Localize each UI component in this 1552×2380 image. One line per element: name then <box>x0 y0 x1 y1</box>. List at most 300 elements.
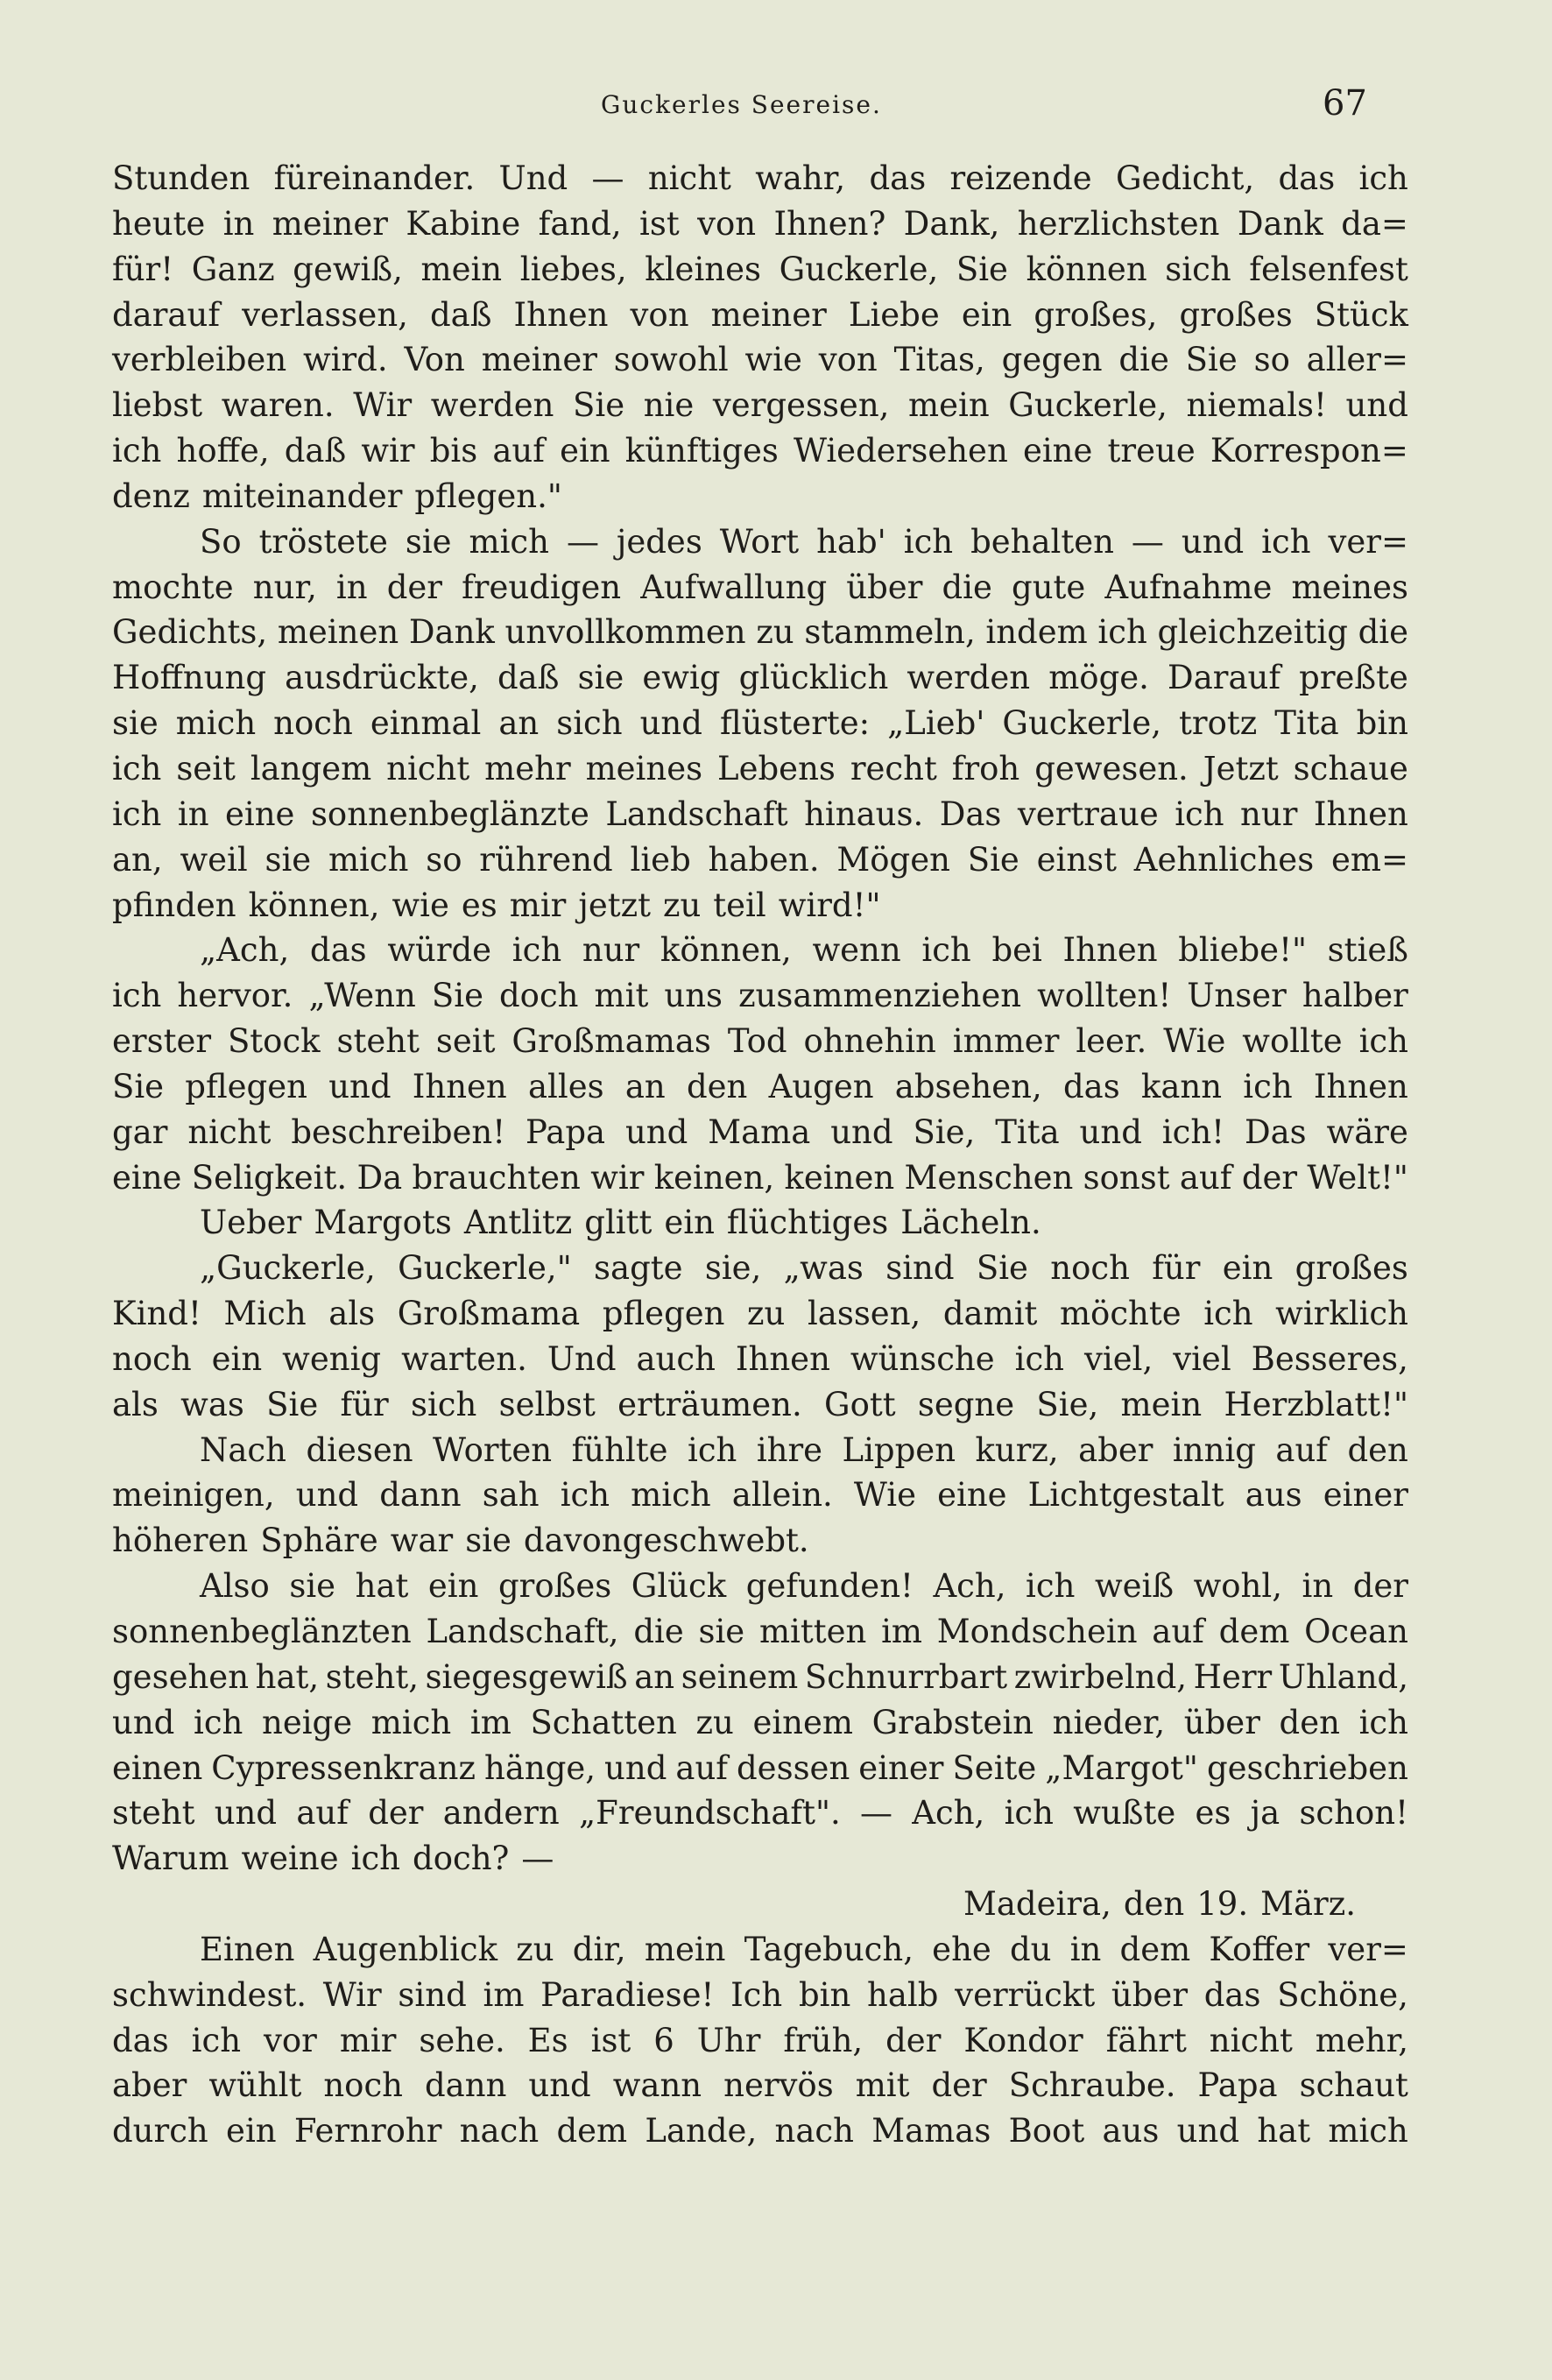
word: werden <box>430 386 554 425</box>
word: Titas, <box>893 341 985 379</box>
word: wirklich <box>1275 1295 1408 1333</box>
word: erster <box>112 1022 212 1061</box>
word: so <box>426 840 462 879</box>
word: Tita <box>1274 704 1339 743</box>
text-line <box>112 1655 1408 1700</box>
word: Tita <box>995 1112 1060 1151</box>
word: „Margot" <box>1045 1748 1198 1787</box>
word: Landschaft <box>605 795 788 833</box>
word: die <box>1118 341 1169 379</box>
word: stammeln, <box>804 613 976 652</box>
word: Herr <box>1193 1657 1273 1696</box>
word: ich <box>1026 1567 1076 1606</box>
word: gewiß, <box>293 250 403 288</box>
word: ist <box>639 204 680 243</box>
word: Seite <box>952 1748 1037 1787</box>
word: nicht <box>386 749 470 787</box>
word: mich <box>175 704 257 743</box>
word: steht <box>112 1794 195 1833</box>
word: kann <box>1140 1067 1223 1105</box>
word: Das <box>939 795 1002 833</box>
text-line <box>112 1746 1408 1791</box>
word: den <box>1123 1885 1185 1924</box>
word: „Guckerle, <box>200 1249 376 1288</box>
word: das <box>1203 1975 1261 2014</box>
word: Ich <box>730 1975 783 2014</box>
word: ich <box>1014 1339 1065 1378</box>
word: sie <box>577 659 624 697</box>
word: und <box>1079 1112 1142 1151</box>
word: Ihnen? <box>773 204 886 243</box>
word: im <box>881 1613 923 1650</box>
word: an <box>624 1067 666 1105</box>
word: an, <box>112 840 163 879</box>
word: können, <box>660 931 792 970</box>
word: sie, <box>704 1249 762 1288</box>
word: in <box>1302 1567 1334 1606</box>
text-line <box>112 928 1408 973</box>
word: viel <box>1173 1339 1231 1378</box>
word: meinen <box>277 613 399 652</box>
word: nie <box>643 386 695 425</box>
word: eine <box>1022 432 1093 470</box>
word: Wort <box>719 522 800 561</box>
text-line <box>112 837 1408 883</box>
word: als <box>112 1385 159 1423</box>
text-line <box>112 1564 1408 1609</box>
word: das <box>112 2021 169 2059</box>
word: „was <box>783 1249 864 1288</box>
word: einem <box>752 1703 853 1741</box>
text-line <box>112 247 1408 293</box>
word: preßte <box>1299 659 1408 697</box>
word: Ihnen <box>513 295 609 334</box>
word: ja <box>1250 1794 1280 1833</box>
word: absehen, <box>894 1067 1042 1105</box>
word: nervös <box>723 2066 834 2105</box>
word: Kabine <box>406 204 521 243</box>
text-line <box>112 1882 1408 1927</box>
word: „Freundschaft". <box>579 1794 841 1833</box>
word: Schöne, <box>1277 1975 1408 2014</box>
word: für <box>340 1385 389 1423</box>
word: sie <box>112 704 159 743</box>
word: Mich <box>223 1295 307 1333</box>
word: ver= <box>1328 1930 1408 1968</box>
word: dem <box>1218 1613 1290 1650</box>
text-line <box>112 201 1408 247</box>
word: daß <box>284 432 347 470</box>
word: und <box>639 704 702 743</box>
word: miteinander <box>201 477 403 515</box>
word: Wir <box>322 1975 382 2014</box>
word: flüchtiges <box>726 1204 889 1242</box>
word: neige <box>262 1703 353 1741</box>
word: würde <box>387 931 492 970</box>
word: Das <box>1244 1112 1307 1151</box>
word: die <box>942 568 992 606</box>
word: Unser <box>1187 977 1287 1015</box>
word: Sie <box>573 386 625 425</box>
word: darauf <box>112 295 221 334</box>
text-line <box>112 883 1408 929</box>
word: meiner <box>272 204 388 243</box>
word: Cypressenkranz <box>211 1748 476 1787</box>
word: halber <box>1302 977 1408 1015</box>
word: pfinden <box>112 886 236 924</box>
word: der <box>1352 1567 1408 1606</box>
word: meinigen, <box>112 1476 275 1515</box>
word: daß <box>429 295 492 334</box>
word: Sie, <box>1036 1385 1099 1423</box>
word: ich <box>112 432 162 470</box>
word: brauchten <box>412 1158 581 1197</box>
word: niemals! <box>1186 386 1327 425</box>
word: damit <box>942 1295 1038 1333</box>
word: diesen <box>306 1430 413 1469</box>
word: Augen <box>768 1067 874 1105</box>
word: Mama <box>708 1112 811 1151</box>
text-line <box>112 1337 1408 1382</box>
word: Es <box>527 2021 568 2059</box>
word: davongeschwebt. <box>523 1522 809 1560</box>
word: rührend <box>479 840 613 879</box>
word: zu <box>747 1295 786 1333</box>
word: vertraue <box>1017 795 1159 833</box>
word: Kondor <box>963 2021 1083 2059</box>
word: für! <box>112 250 174 288</box>
word: ich <box>903 522 954 561</box>
text-line <box>112 474 1408 519</box>
word: geschrieben <box>1206 1748 1408 1787</box>
word: pflegen." <box>414 477 562 515</box>
word: Sie <box>1185 341 1238 379</box>
word: selbst <box>498 1385 596 1423</box>
word: teil <box>713 886 766 924</box>
word: Darauf <box>1168 659 1281 697</box>
word: meines <box>1291 568 1408 606</box>
word: eine <box>937 1476 1007 1515</box>
word: schwindest. <box>112 1975 307 2014</box>
word: auf <box>1275 1430 1328 1469</box>
word: auch <box>636 1339 716 1378</box>
word: wohl, <box>1193 1567 1282 1606</box>
word: zu <box>662 886 702 924</box>
word: weiß <box>1094 1567 1175 1606</box>
word: Fernrohr <box>293 2112 442 2150</box>
word: den <box>1279 1703 1340 1741</box>
word: sie <box>465 1522 511 1560</box>
word: ich <box>350 1840 401 1878</box>
word: mit <box>594 977 649 1015</box>
word: sie <box>698 1613 745 1650</box>
text-line <box>112 1291 1408 1337</box>
word: gefunden! <box>745 1567 914 1606</box>
word: Herzblatt!" <box>1224 1385 1408 1423</box>
word: seit <box>435 1022 496 1061</box>
word: 6 <box>653 2021 674 2059</box>
word: für <box>1152 1249 1201 1288</box>
word: ihre <box>756 1430 823 1469</box>
word: Gott <box>824 1385 896 1423</box>
word: wird!" <box>778 886 881 924</box>
word: Dank, <box>903 204 1000 243</box>
word: froh <box>951 749 1020 787</box>
word: freudigen <box>462 568 622 606</box>
word: hinaus. <box>804 795 924 833</box>
word: großes, <box>1033 295 1158 334</box>
word: füreinander. <box>273 159 476 197</box>
word: Aehnliches <box>1133 840 1315 879</box>
word: in <box>1069 1930 1102 1968</box>
word: innig <box>1172 1430 1256 1469</box>
word: die <box>633 1613 684 1650</box>
word: Stunden <box>112 159 250 197</box>
word: stieß <box>1327 931 1408 970</box>
word: weine <box>241 1840 339 1878</box>
word: und <box>328 1067 392 1105</box>
word: doch? <box>413 1840 510 1878</box>
word: doch <box>499 977 579 1015</box>
text-line <box>112 1019 1408 1064</box>
word: ist <box>590 2021 631 2059</box>
word: sie <box>265 840 312 879</box>
word: Lichtgestalt <box>1027 1476 1224 1515</box>
word: auf <box>1179 1158 1232 1197</box>
text-line <box>112 1973 1408 2018</box>
word: ich <box>112 977 162 1015</box>
word: wir <box>590 1158 645 1197</box>
text-line <box>112 293 1408 338</box>
word: einst <box>1036 840 1118 879</box>
word: behalten <box>970 522 1114 561</box>
word: sehe. <box>419 2021 505 2059</box>
word: mein <box>1120 1385 1203 1423</box>
word: heute <box>112 204 206 243</box>
word: 19. <box>1196 1885 1249 1924</box>
word: sie <box>289 1567 336 1606</box>
word: Gedichts, <box>112 613 268 652</box>
word: wünsche <box>850 1339 995 1378</box>
word: hat, <box>255 1657 320 1696</box>
word: sich <box>1165 250 1231 288</box>
word: seit <box>176 749 236 787</box>
word: hervor. <box>177 977 293 1015</box>
word: der <box>1241 1158 1298 1197</box>
word: dem <box>1119 1930 1191 1968</box>
word: Dank <box>1237 204 1323 243</box>
word: Korrespon= <box>1210 432 1408 470</box>
word: aber <box>112 2066 187 2105</box>
text-line <box>112 565 1408 611</box>
word: Hoffnung <box>112 659 267 697</box>
word: kleines <box>645 250 761 288</box>
word: meiner <box>481 341 597 379</box>
word: weil <box>180 840 248 879</box>
word: zu <box>516 1930 554 1968</box>
word: Sphäre <box>260 1522 378 1560</box>
word: und <box>604 1748 667 1787</box>
word: viel, <box>1083 1339 1153 1378</box>
word: über <box>1111 1975 1189 2014</box>
word: erträumen. <box>617 1385 802 1423</box>
word: mich <box>631 1476 711 1515</box>
text-line <box>112 1518 1408 1564</box>
word: dir, <box>572 1930 626 1968</box>
word: Sie, <box>913 1112 976 1151</box>
word: ich <box>112 795 162 833</box>
word: uns <box>664 977 723 1015</box>
word: noch <box>112 1339 192 1378</box>
word: noch <box>323 2066 404 2105</box>
word: trotz <box>1179 704 1258 743</box>
word: auf <box>492 432 545 470</box>
word: Tagebuch, <box>744 1930 914 1968</box>
word: Sie <box>266 1385 319 1423</box>
word: steht, <box>325 1657 419 1696</box>
word: lieb <box>630 840 691 879</box>
word: Sie <box>956 250 1008 288</box>
word: an <box>634 1657 675 1696</box>
word: hänge, <box>483 1748 596 1787</box>
word: Und <box>498 159 568 197</box>
word: an <box>498 704 540 743</box>
word: den <box>1347 1430 1408 1469</box>
word: em= <box>1330 840 1408 879</box>
word: ich <box>112 749 162 787</box>
word: „Wenn <box>308 977 416 1015</box>
word: die <box>1358 613 1408 652</box>
word: fühlte <box>571 1430 668 1469</box>
word: Also <box>200 1567 270 1606</box>
word: großes <box>498 1567 612 1606</box>
word: das <box>1062 1067 1120 1105</box>
word: Ihnen <box>1062 931 1158 970</box>
word: Wir <box>353 386 413 425</box>
word: recht <box>850 749 937 787</box>
word: mein <box>420 250 503 288</box>
word: früh, <box>783 2021 864 2059</box>
word: nach <box>459 2112 540 2150</box>
word: ich <box>1358 159 1408 197</box>
word: gesehen <box>112 1657 250 1696</box>
text-line <box>112 1836 1408 1882</box>
word: mir <box>339 2021 397 2059</box>
word: bin <box>1356 704 1408 743</box>
word: Warum <box>112 1840 229 1878</box>
word: Guckerle, <box>1002 704 1162 743</box>
word: dessen <box>737 1748 850 1787</box>
word: Grabstein <box>871 1703 1034 1741</box>
word: jetzt <box>578 886 651 924</box>
word: aus <box>1245 1476 1302 1515</box>
word: nur, <box>252 568 317 606</box>
word: glücklich <box>738 659 889 697</box>
word: dann <box>379 1476 462 1515</box>
word: „Lieb' <box>887 704 985 743</box>
word: aller= <box>1306 341 1408 379</box>
text-line <box>112 1246 1408 1291</box>
text-line <box>112 337 1408 383</box>
word: mir <box>509 886 567 924</box>
word: mich <box>328 840 409 879</box>
word: — <box>521 1840 554 1878</box>
text-line <box>112 1609 1408 1655</box>
word: seinem <box>681 1657 799 1696</box>
word: März. <box>1260 1885 1356 1924</box>
word: von <box>818 341 878 379</box>
text-line <box>112 1155 1408 1201</box>
word: vor <box>264 2021 317 2059</box>
word: — <box>860 1794 892 1833</box>
word: und <box>624 1112 688 1151</box>
word: mit <box>855 2066 910 2105</box>
word: ich <box>191 2021 242 2059</box>
word: sie <box>405 522 452 561</box>
word: großes <box>1179 295 1293 334</box>
word: ich! <box>1161 1112 1225 1151</box>
word: nicht <box>1209 2021 1293 2059</box>
word: durch <box>112 2112 208 2150</box>
word: sowohl <box>613 341 729 379</box>
word: Guckerle," <box>398 1249 572 1288</box>
word: das <box>869 159 927 197</box>
word: Ocean <box>1304 1613 1408 1650</box>
text-line <box>112 1472 1408 1518</box>
word: das <box>1278 159 1336 197</box>
word: waren. <box>221 386 335 425</box>
text-line <box>112 792 1408 837</box>
word: Wie <box>853 1476 916 1515</box>
word: mich <box>469 522 549 561</box>
word: Sie <box>967 840 1019 879</box>
word: Lebens <box>717 749 836 787</box>
word: großes <box>1295 1249 1408 1288</box>
word: Ihnen <box>1313 1067 1408 1105</box>
word: sonnenbeglänzte <box>310 795 589 833</box>
word: wie <box>392 886 449 924</box>
word: beschreiben! <box>291 1112 506 1151</box>
word: hat <box>1257 2112 1311 2150</box>
word: können <box>1026 250 1147 288</box>
running-title: Guckerles Seereise. <box>601 90 882 119</box>
word: es <box>1195 1794 1231 1833</box>
word: Aufwallung <box>640 568 828 606</box>
text-line <box>112 519 1408 565</box>
word: wenn <box>812 931 901 970</box>
word: mitten <box>758 1613 867 1650</box>
word: Ach, <box>912 1794 985 1833</box>
word: ein <box>560 432 610 470</box>
text-line <box>112 1790 1408 1836</box>
word: der <box>386 568 442 606</box>
word: keinen <box>784 1158 895 1197</box>
word: können, <box>248 886 380 924</box>
word: segne <box>917 1385 1015 1423</box>
word: ich <box>1243 1067 1293 1105</box>
word: mich <box>370 1703 452 1741</box>
word: Von <box>404 341 465 379</box>
word: möge. <box>1048 659 1149 697</box>
word: keinen, <box>653 1158 775 1197</box>
word: kurz, <box>975 1430 1059 1469</box>
word: glitt <box>584 1204 653 1242</box>
word: Antlitz <box>463 1204 573 1242</box>
word: künftiges <box>624 432 779 470</box>
word: herzlichsten <box>1017 204 1220 243</box>
word: ich <box>193 1703 243 1741</box>
word: gute <box>1012 568 1086 606</box>
